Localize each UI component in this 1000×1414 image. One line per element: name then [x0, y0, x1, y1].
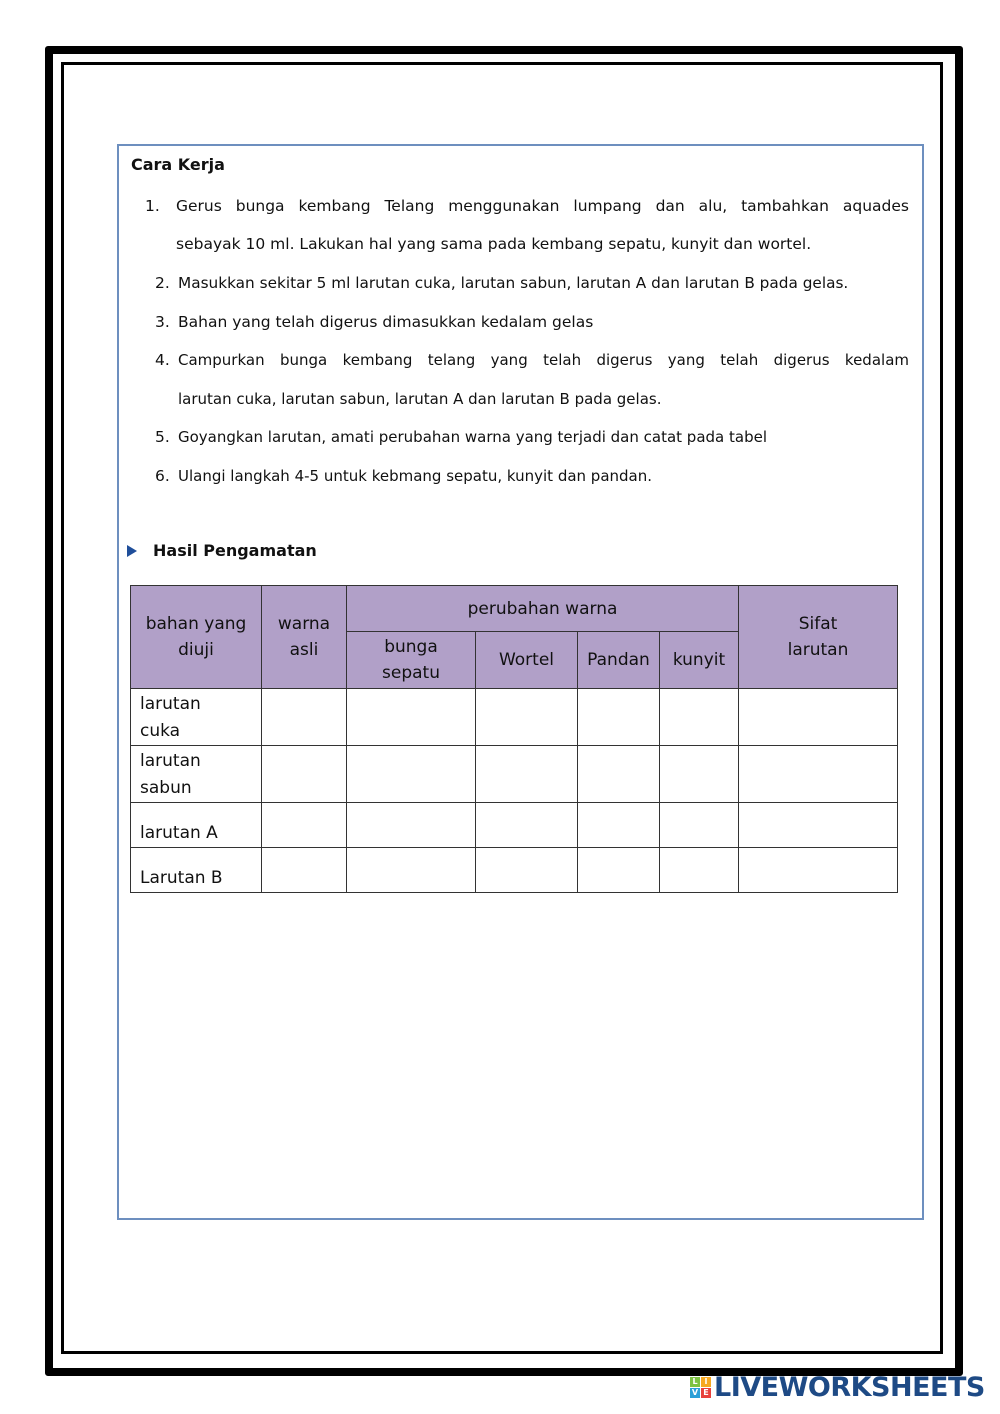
answer-cell[interactable]	[347, 689, 476, 746]
step-6-number: 6.	[155, 467, 170, 485]
answer-cell[interactable]	[347, 803, 476, 848]
step-5-text: Goyangkan larutan, amati perubahan warna yang terjadi dan catat pada tabel	[178, 428, 767, 446]
header-bahan: bahan yang diuji	[131, 586, 262, 689]
answer-cell[interactable]	[476, 746, 578, 803]
answer-cell[interactable]	[660, 803, 739, 848]
row-label: Larutan B	[131, 848, 262, 893]
results-title: Hasil Pengamatan	[153, 541, 317, 560]
step-2-number: 2.	[155, 274, 170, 292]
answer-cell[interactable]	[660, 746, 739, 803]
step-3-number: 3.	[155, 313, 170, 331]
answer-cell[interactable]	[262, 803, 347, 848]
results-section-heading	[127, 541, 317, 560]
table-row	[131, 803, 898, 848]
answer-cell[interactable]	[262, 848, 347, 893]
header-sifat-larutan: Sifat larutan	[739, 586, 898, 689]
header-perubahan-warna: perubahan warna	[347, 586, 739, 632]
answer-cell[interactable]	[739, 689, 898, 746]
answer-cell[interactable]	[739, 848, 898, 893]
observation-table	[130, 585, 898, 893]
step-3-text: Bahan yang telah digerus dimasukkan kedalam gelas	[178, 313, 594, 331]
step-4-line-1: Campurkan bunga kembang telang yang telah digerus yang telah digerus kedalam	[178, 351, 909, 369]
logo-blocks-icon: L I V E	[690, 1377, 711, 1398]
step-2-text: Masukkan sekitar 5 ml larutan cuka, larutan sabun, larutan A dan larutan B pada gelas.	[178, 274, 849, 292]
row-label: larutan sabun	[131, 746, 262, 803]
answer-cell[interactable]	[262, 689, 347, 746]
header-bunga-sepatu: bunga sepatu	[347, 632, 476, 689]
table-row	[131, 746, 898, 803]
answer-cell[interactable]	[578, 746, 660, 803]
header-warna-asli: warna asli	[262, 586, 347, 689]
header-kunyit: kunyit	[660, 632, 739, 689]
triangle-bullet-icon	[127, 545, 137, 557]
step-4-line-2: larutan cuka, larutan sabun, larutan A dan larutan B pada gelas.	[178, 390, 662, 408]
procedure-title: Cara Kerja	[131, 155, 225, 174]
answer-cell[interactable]	[476, 803, 578, 848]
header-pandan: Pandan	[578, 632, 660, 689]
table-row	[131, 689, 898, 746]
step-1	[145, 196, 160, 216]
answer-cell[interactable]	[660, 848, 739, 893]
step-1-line-2: sebayak 10 ml. Lakukan hal yang sama pada kembang sepatu, kunyit dan wortel.	[176, 235, 812, 253]
step-4-number: 4.	[155, 351, 170, 369]
answer-cell[interactable]	[578, 689, 660, 746]
row-label: larutan cuka	[131, 689, 262, 746]
answer-cell[interactable]	[739, 746, 898, 803]
row-label: larutan A	[131, 803, 262, 848]
step-number: 1.	[145, 197, 160, 215]
answer-cell[interactable]	[347, 848, 476, 893]
table-row	[131, 848, 898, 893]
answer-cell[interactable]	[476, 689, 578, 746]
logo-text: LIVEWORKSHEETS	[714, 1372, 985, 1403]
answer-cell[interactable]	[262, 746, 347, 803]
answer-cell[interactable]	[347, 746, 476, 803]
header-wortel: Wortel	[476, 632, 578, 689]
answer-cell[interactable]	[739, 803, 898, 848]
answer-cell[interactable]	[578, 848, 660, 893]
liveworksheets-logo	[690, 1372, 985, 1403]
step-1-line-1: Gerus bunga kembang Telang menggunakan lumpang dan alu, tambahkan aquades	[176, 197, 909, 215]
answer-cell[interactable]	[660, 689, 739, 746]
answer-cell[interactable]	[476, 848, 578, 893]
step-5-number: 5.	[155, 428, 170, 446]
step-6-text: Ulangi langkah 4-5 untuk kebmang sepatu, kunyit dan pandan.	[178, 467, 653, 485]
answer-cell[interactable]	[578, 803, 660, 848]
